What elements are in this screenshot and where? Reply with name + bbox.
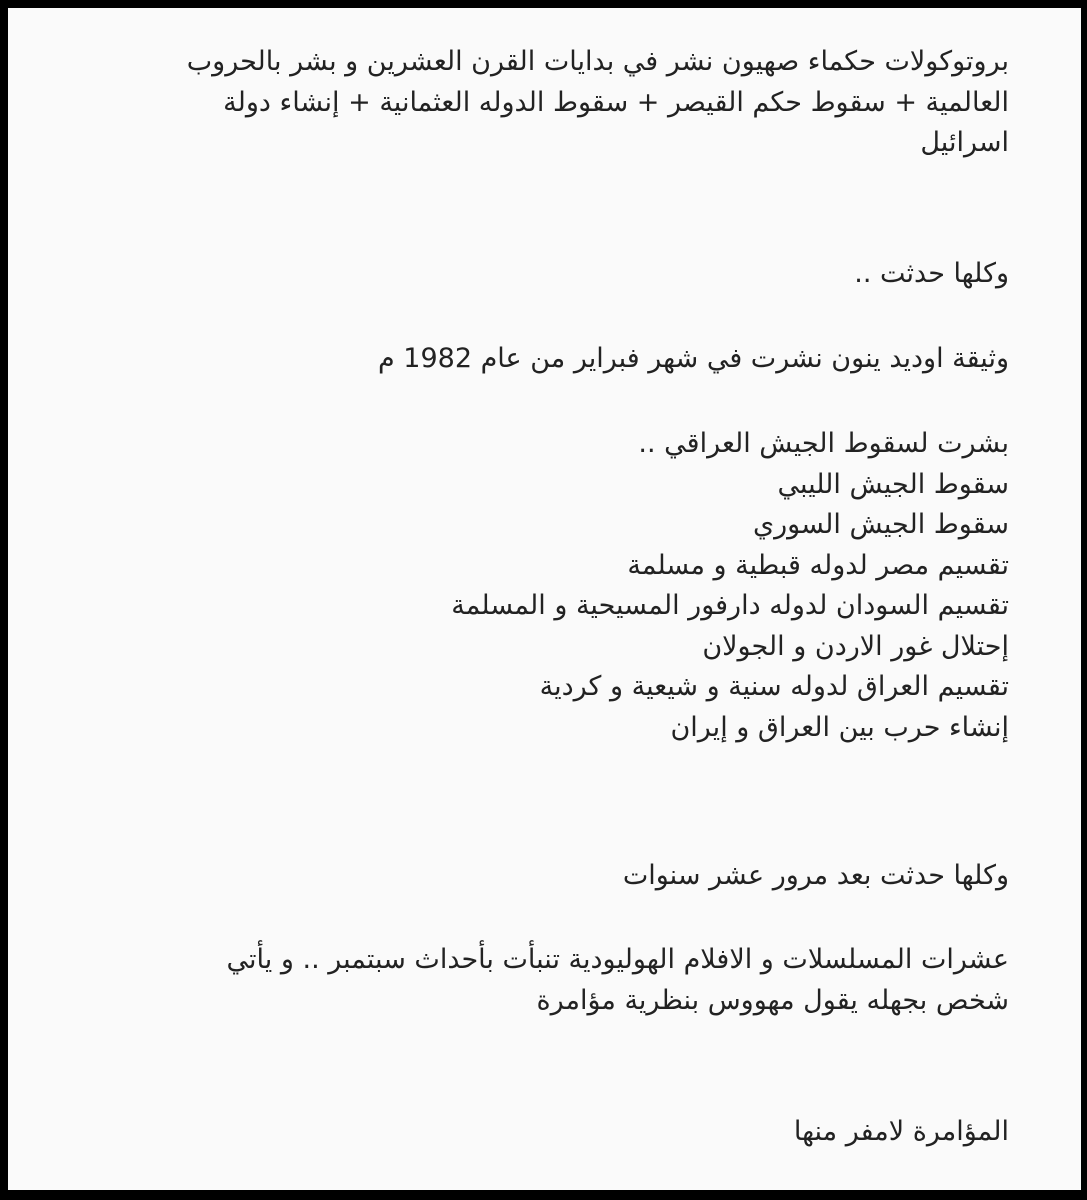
note-page: [8, 8, 1081, 1190]
prediction-item: إنشاء حرب بين العراق و إيران: [670, 711, 1009, 743]
intro-line: العالمية + سقوط حكم القيصر + سقوط الدوله العثمانية + إنشاء دولة: [223, 86, 1009, 118]
intro-line: بروتوكولات حكماء صهيون نشر في بدايات القرن العشرين و بشر بالحروب: [186, 46, 1009, 77]
series-films-line: عشرات المسلسلات و الافلام الهوليودية تنبأت بأحداث سبتمبر .. و يأتي: [226, 944, 1009, 975]
happened-paragraph-1: [69, 254, 1009, 295]
prediction-item: تقسيم العراق لدوله سنية و شيعية و كردية: [539, 671, 1009, 702]
closing-paragraph: [69, 1112, 1009, 1153]
series-films-paragraph: [69, 940, 1009, 1021]
yinon-document-paragraph: [69, 339, 1009, 380]
prediction-item: إحتلال غور الاردن و الجولان: [702, 630, 1009, 662]
happened-line: وكلها حدثت ..: [854, 258, 1009, 289]
prediction-item: سقوط الجيش الليبي: [777, 468, 1009, 500]
predictions-list: [69, 424, 1009, 748]
closing-line: المؤامرة لامفر منها: [793, 1116, 1009, 1147]
prediction-item: سقوط الجيش السوري: [752, 509, 1009, 540]
intro-paragraph: [69, 42, 1009, 164]
prediction-item: تقسيم السودان لدوله دارفور المسيحية و المسلمة: [451, 590, 1009, 621]
prediction-item: تقسيم مصر لدوله قبطية و مسلمة: [627, 549, 1009, 581]
series-films-line: شخص بجهله يقول مهووس بنظرية مؤامرة: [536, 984, 1009, 1016]
yinon-document-line: وثيقة اوديد ينون نشرت في شهر فبراير من عام 1982 م: [377, 343, 1009, 374]
intro-line: اسرائيل: [920, 127, 1009, 158]
happened-paragraph-2: [69, 856, 1009, 897]
prediction-item: بشرت لسقوط الجيش العراقي ..: [638, 428, 1009, 459]
happened-line: وكلها حدثت بعد مرور عشر سنوات: [622, 860, 1009, 891]
